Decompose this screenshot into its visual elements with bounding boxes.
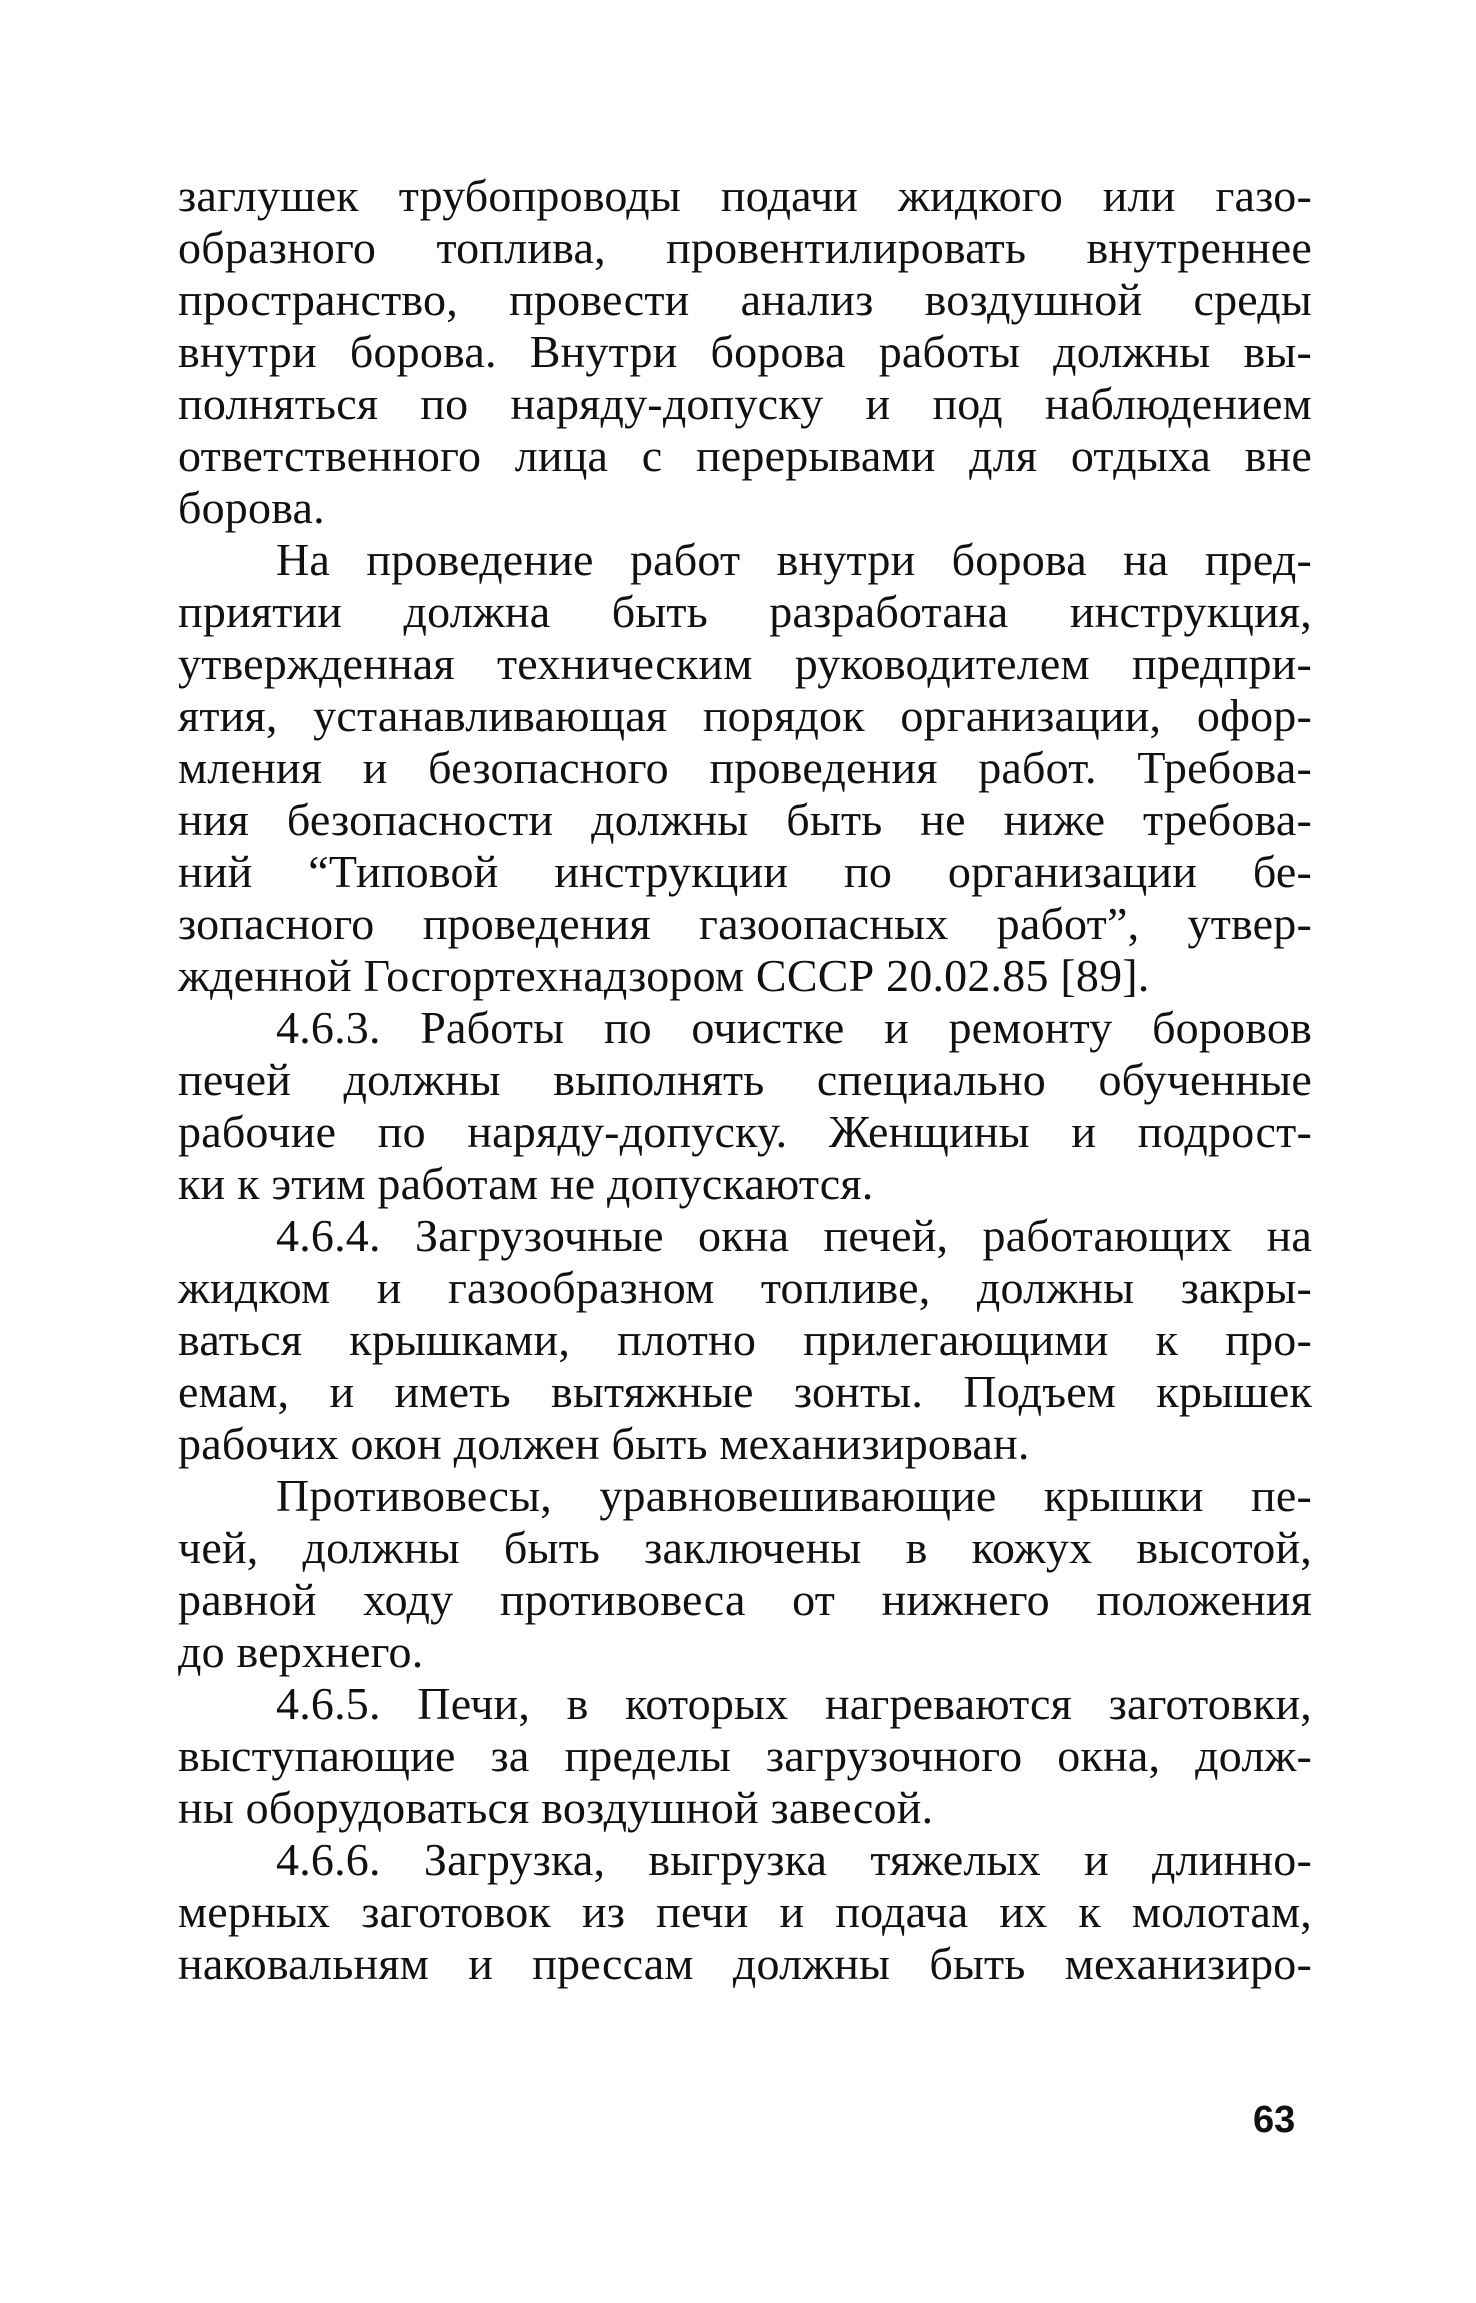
text-line: Противовесы, уравновешивающие крышки пе- [276, 1470, 1312, 1521]
text-line: внутри борова. Внутри борова работы должны вы- [178, 326, 1312, 377]
body-text [178, 170, 1312, 1990]
text-line: мерных заготовок из печи и подача их к молотам, [178, 1886, 1312, 1937]
text-line: 4.6.5. Печи, в которых нагреваются заготовки, [276, 1678, 1312, 1729]
text-line: 4.6.4. Загрузочные окна печей, работающих на [276, 1210, 1312, 1261]
text-line: заглушек трубопроводы подачи жидкого или газо- [178, 170, 1312, 221]
text-line: наковальням и прессам должны быть механизиро- [178, 1938, 1312, 1989]
paragraph-4-6-6 [178, 1834, 1312, 1990]
text-line: ятия, устанавливающая порядок организации, офор- [178, 690, 1312, 741]
text-line: полняться по наряду-допуску и под наблюдением [178, 378, 1312, 429]
text-line: зопасного проведения газоопасных работ”, утвер- [178, 898, 1312, 949]
text-line: ний “Типовой инструкции по организации бе- [178, 846, 1312, 897]
text-line: до верхнего. [178, 1626, 424, 1677]
paragraph-2 [178, 534, 1312, 1002]
paragraph-4-6-3 [178, 1002, 1312, 1210]
text-line: печей должны выполнять специально обученные [178, 1054, 1312, 1105]
text-line: утвержденная техническим руководителем предпри- [178, 638, 1312, 689]
paragraph-4-6-5 [178, 1678, 1312, 1834]
text-line: выступающие за пределы загрузочного окна, долж- [178, 1730, 1312, 1781]
text-line: приятии должна быть разработана инструкция, [178, 586, 1312, 637]
text-line: ны оборудоваться воздушной завесой. [178, 1782, 934, 1833]
text-line: ответственного лица с перерывами для отдыха вне [178, 430, 1312, 481]
text-line: жденной Госгортехнадзором СССР 20.02.85 [89]. [178, 950, 1150, 1001]
text-line: емам, и иметь вытяжные зонты. Подъем крышек [178, 1366, 1312, 1417]
text-line: чей, должны быть заключены в кожух высотой, [178, 1522, 1312, 1573]
text-line: мления и безопасного проведения работ. Требова- [178, 742, 1312, 793]
text-line: ки к этим работам не допускаются. [178, 1158, 874, 1209]
text-line: жидком и газообразном топливе, должны закры- [178, 1262, 1312, 1313]
text-line: образного топлива, провентилировать внутреннее [178, 222, 1312, 273]
text-line: 4.6.3. Работы по очистке и ремонту боровов [276, 1002, 1312, 1053]
paragraph-4-6-4 [178, 1210, 1312, 1470]
text-line: борова. [178, 482, 325, 533]
text-line: ния безопасности должны быть не ниже требова- [178, 794, 1312, 845]
text-line: рабочих окон должен быть механизирован. [178, 1418, 1030, 1469]
text-line: рабочие по наряду-допуску. Женщины и подрост- [178, 1106, 1312, 1157]
text-line: 4.6.6. Загрузка, выгрузка тяжелых и длинно- [276, 1834, 1312, 1885]
paragraph-counterweights [178, 1470, 1312, 1678]
text-line: пространство, провести анализ воздушной среды [178, 274, 1312, 325]
paragraph-1 [178, 170, 1312, 534]
text-line: На проведение работ внутри борова на пред- [276, 534, 1312, 585]
text-line: равной ходу противовеса от нижнего положения [178, 1574, 1312, 1625]
text-line: ваться крышками, плотно прилегающими к про- [178, 1314, 1312, 1365]
page-number: 63 [1253, 2099, 1296, 2141]
